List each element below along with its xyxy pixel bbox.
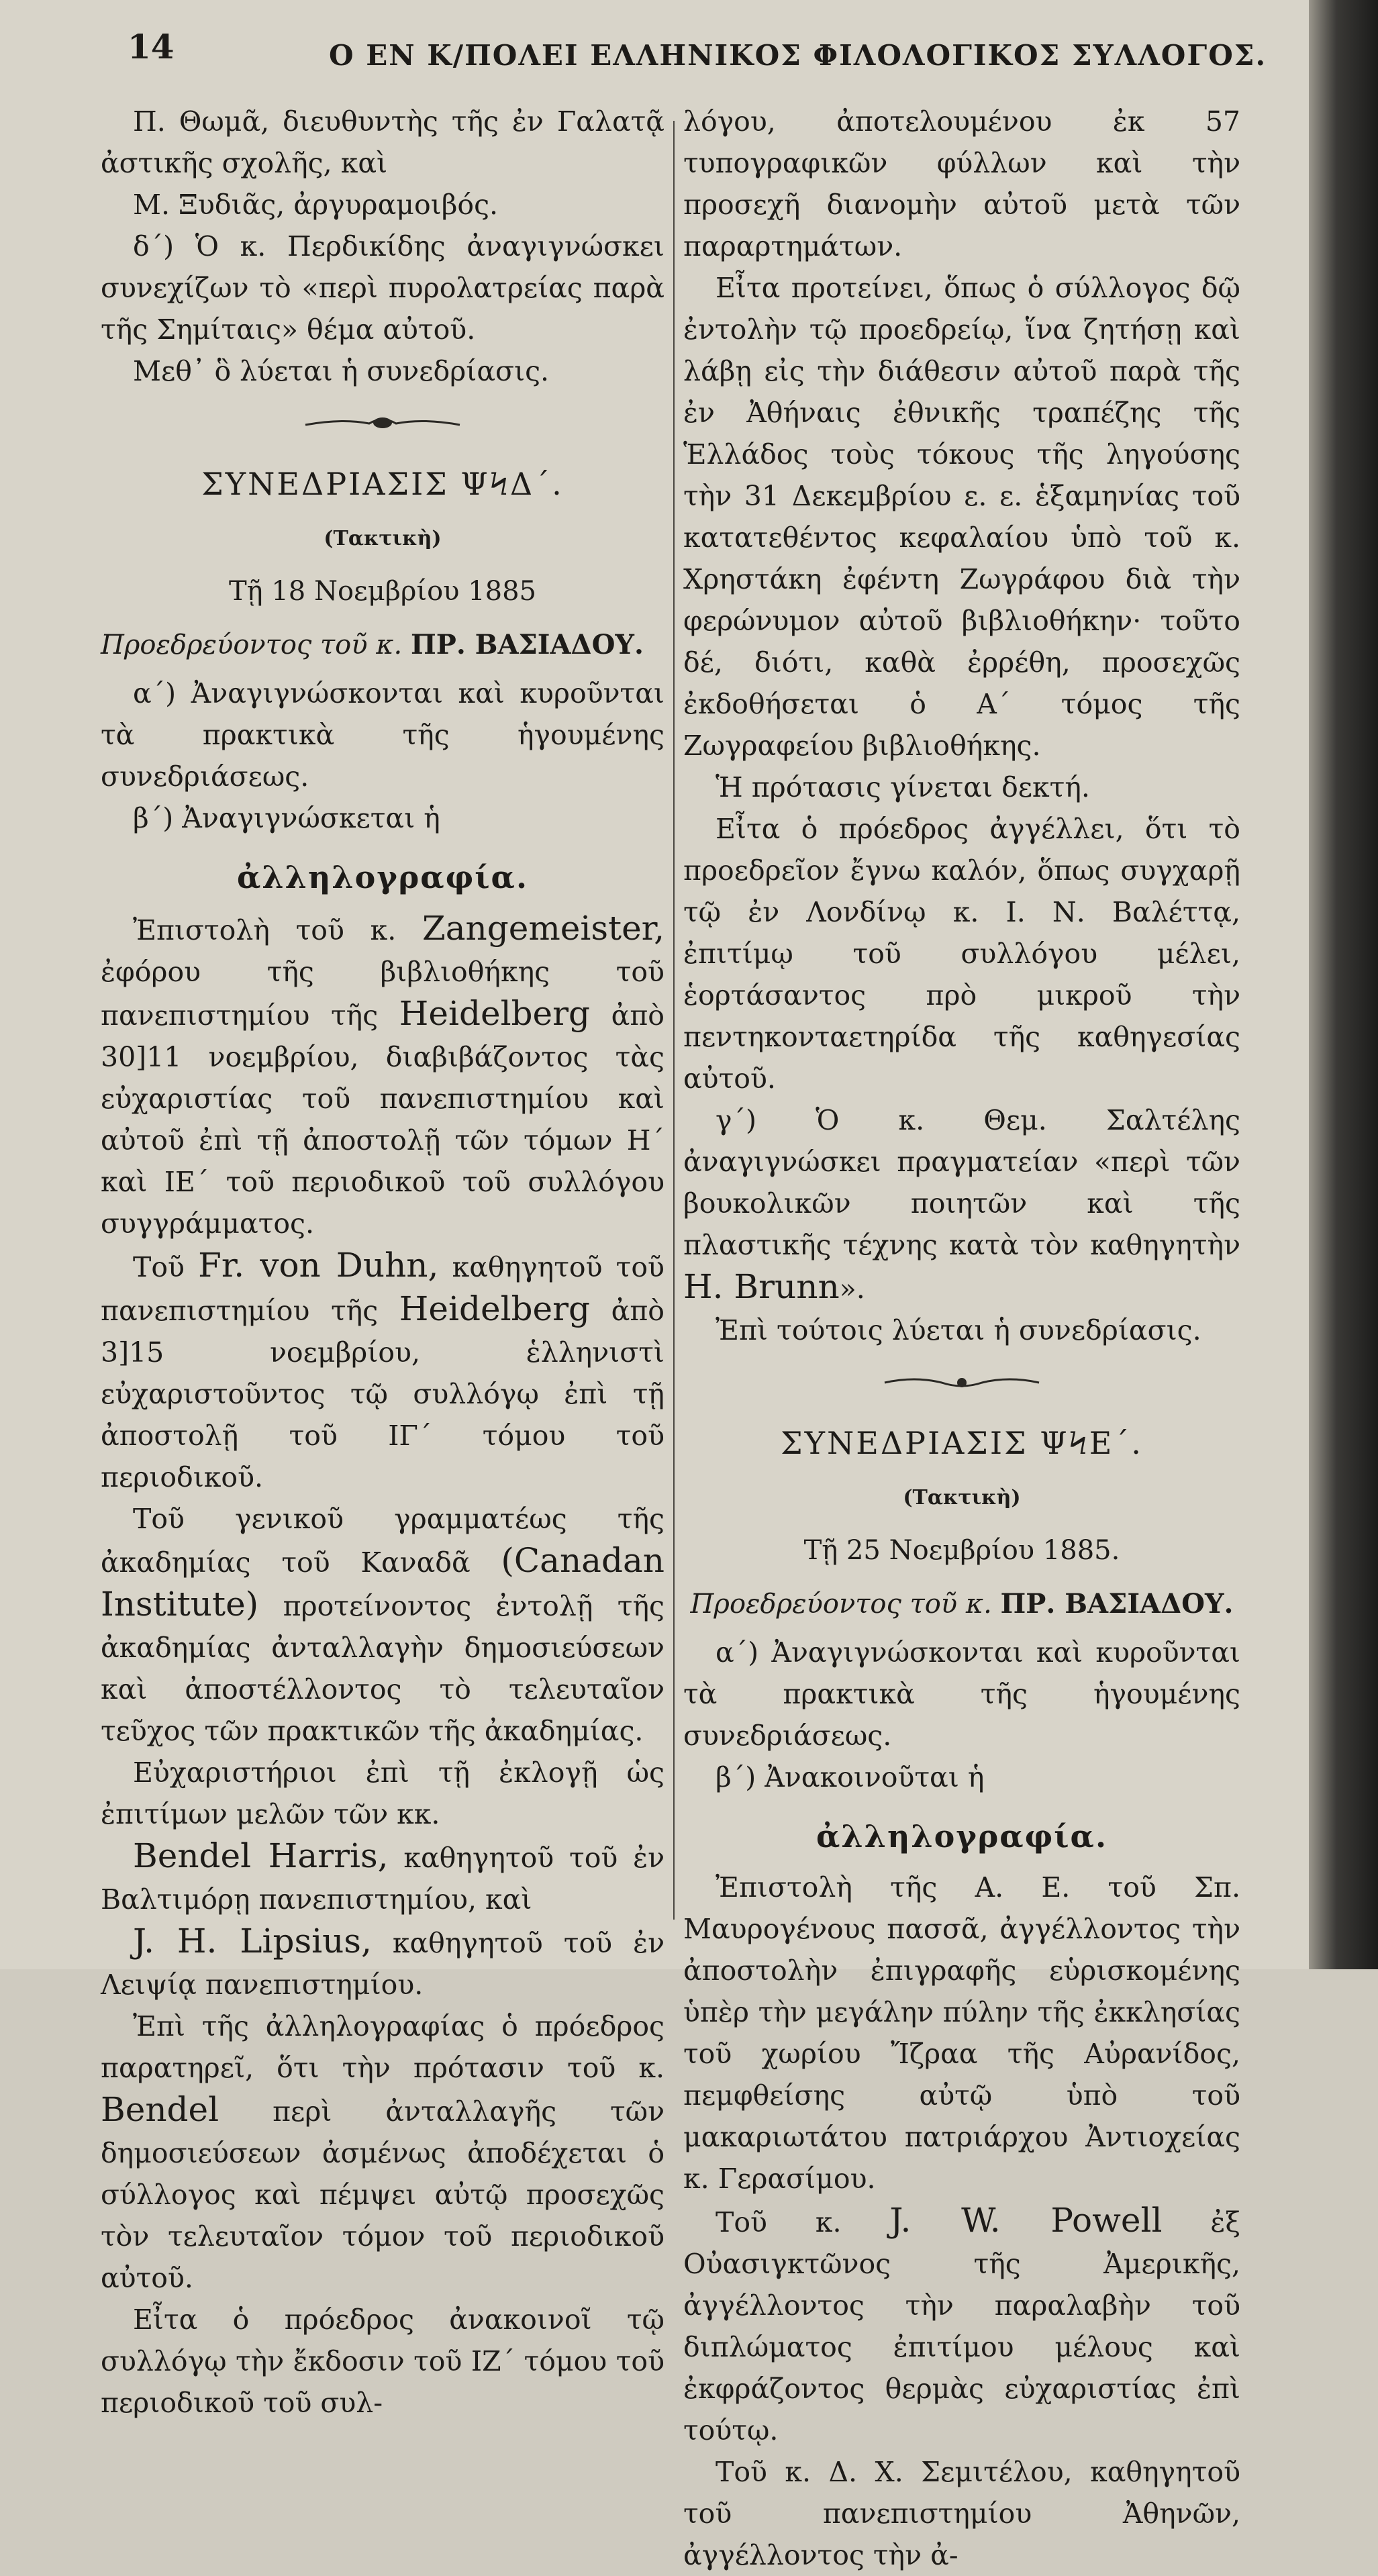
- presiding-line: [683, 1583, 1240, 1625]
- agenda-item: α΄) Ἀναγιγνώσκονται καὶ κυροῦνται τὰ πρακτικὰ τῆς ἡγουμένης συνεδριάσεως.: [101, 677, 665, 793]
- text-run: ἐφόρου τῆς βιβλιοθήκης τοῦ πανεπιστημίου τῆς: [101, 956, 665, 1032]
- president-name: ΠΡ. ΒΑΣΙΑΔΟΥ.: [1000, 1588, 1234, 1620]
- letter-entry: [101, 907, 665, 1244]
- session-type: (Τακτικὴ): [903, 1486, 1021, 1509]
- person-name: Zangemeister,: [422, 909, 665, 948]
- paragraph: δ΄) Ὁ κ. Περδικίδης ἀναγιγνώσκει συνεχίζων τὸ «περὶ πυρολατρείας παρὰ τῆς Σημίταις» θέμα αὐτοῦ.: [101, 230, 665, 346]
- text-run: Τοῦ: [133, 1251, 185, 1283]
- person-name: J. W. Powell: [889, 2201, 1163, 2240]
- text-run: περὶ ἀνταλλαγῆς τῶν δημοσιεύσεων ἀσμένως ἀποδέχεται ὁ σύλλογος καὶ πέμψει αὐτῷ προσεχῶς τὸν τελευταῖον τόμον τοῦ περιοδικοῦ αὐτοῦ.: [101, 2095, 665, 2294]
- place-name: Heidelberg: [399, 994, 591, 1033]
- ornament-divider: [101, 409, 665, 436]
- letter-entry: [683, 2199, 1240, 2451]
- person-name: Fr. von Duhn,: [198, 1246, 439, 1285]
- letter-entry: [101, 1244, 665, 1498]
- text-run: ἀπὸ 3]15 νοεμβρίου, ἑλληνιστὶ εὐχαριστοῦντος τῷ συλλόγῳ ἐπὶ τῇ ἀποστολῇ τοῦ ΙΓ΄ τόμου τοῦ περιοδικοῦ.: [101, 1295, 665, 1493]
- person-name: Bendel: [101, 2090, 219, 2129]
- text-run: ἐξ Οὐασιγκτῶνος τῆς Ἀμερικῆς, ἀγγέλλοντος τὴν παραλαβὴν τοῦ διπλώματος ἐπιτίμου μέλους καὶ ἐκφράζοντος θερμὰς εὐχαριστίας ἐπὶ τούτῳ.: [683, 2206, 1240, 2446]
- text-run: καθηγητοῦ τοῦ ἐν Λειψίᾳ πανεπιστημίου.: [101, 1927, 665, 2001]
- paragraph: Ἐπὶ τούτοις λύεται ἡ συνεδρίασις.: [716, 1314, 1201, 1346]
- session-title: ΣΥΝΕΔΡΙΑΣΙΣ ΨϞΔ΄.: [201, 466, 564, 502]
- session-title: ΣΥΝΕΔΡΙΑΣΙΣ ΨϞΕ΄.: [781, 1425, 1143, 1461]
- paragraph: Μ. Ξυδιᾶς, ἀργυραμοιβός.: [133, 189, 499, 221]
- presiding-line: [101, 624, 665, 666]
- agenda-item: α΄) Ἀναγιγνώσκονται καὶ κυροῦνται τὰ πρακτικὰ τῆς ἡγουμένης συνεδριάσεως.: [683, 1636, 1240, 1752]
- column-rule: [673, 121, 675, 1920]
- paragraph: Π. Θωμᾶ, διευθυντὴς τῆς ἐν Γαλατᾷ ἀστικῆς σχολῆς, καὶ: [101, 105, 665, 179]
- letter-entry: Τοῦ κ. Δ. Χ. Σεμιτέλου, καθηγητοῦ τοῦ πανεπιστημίου Ἀθηνῶν, ἀγγέλλοντος τὴν ἀ-: [683, 2456, 1240, 2571]
- person-name: J. H. Lipsius,: [133, 1922, 372, 1961]
- agenda-item: β΄) Ἀναγιγνώσκεται ἡ: [133, 802, 440, 834]
- left-column: [101, 101, 665, 2419]
- paragraph: Εἶτα προτείνει, ὅπως ὁ σύλλογος δῷ ἐντολὴν τῷ προεδρείῳ, ἵνα ζητήσῃ καὶ λάβῃ εἰς τὴν διάθεσιν αὐτοῦ παρὰ τῆς ἐν Ἀθήναις ἐθνικῆς τραπέζης τῆς Ἑλλάδος τοὺς τόκους τῆς ληγούσης τὴν 31 Δεκεμβρίου ε. ε. ἑξαμηνίας τοῦ κατατεθέντος κεφαλαίου ὑπὸ τοῦ κ. Χρηστάκη ἐφέντη Ζωγράφου διὰ τὴν φερώνυμον αὐτοῦ βιβλιοθήκην· τοῦτο δέ, διότι, καθὰ ἐρρέθη, προσεχῶς ἐκδοθήσεται ὁ Α΄ τόμος τῆς Ζωγραφείου βιβλιοθήκης.: [683, 272, 1240, 762]
- letter-entry: Εὐχαριστήριοι ἐπὶ τῇ ἐκλογῇ ὡς ἐπιτίμων μελῶν τῶν κκ.: [101, 1756, 665, 1830]
- text-run: Ἐπὶ τῆς ἀλληλογραφίας ὁ πρόεδρος παρατηρεῖ, ὅτι τὴν πρότασιν τοῦ κ.: [101, 2010, 665, 2084]
- agenda-item: β΄) Ἀνακοινοῦται ἡ: [716, 1761, 985, 1793]
- paragraph: Ἡ πρότασις γίνεται δεκτή.: [716, 771, 1090, 803]
- running-title: Ο ΕΝ Κ/ΠΟΛΕΙ ΕΛΛΗΝΙΚΟΣ ΦΙΛΟΛΟΓΙΚΟΣ ΣΥΛΛΟΓΟΣ.: [329, 39, 1267, 72]
- page-number: 14: [128, 27, 175, 66]
- session-type: (Τακτικὴ): [324, 527, 442, 550]
- section-heading: ἀλληλογραφία.: [237, 859, 528, 895]
- letter-entry: [101, 1498, 665, 1752]
- paragraph: λόγου, ἀποτελουμένου ἐκ 57 τυπογραφικῶν φύλλων καὶ τὴν προσεχῆ διανομὴν αὐτοῦ μετὰ τῶν παραρτημάτων.: [683, 105, 1240, 262]
- text-run: καθηγητοῦ τοῦ ἐν Βαλτιμόρῃ πανεπιστημίου, καὶ: [101, 1842, 665, 1916]
- paragraph: Εἶτα ὁ πρόεδρος ἀγγέλλει, ὅτι τὸ προεδρεῖον ἔγνω καλόν, ὅπως συγχαρῇ τῷ ἐν Λονδίνῳ κ. Ι. Ν. Βαλέττᾳ, ἐπιτίμῳ τοῦ συλλόγου μέλει, ἑορτάσαντος πρὸ μικροῦ τὴν πεντηκονταετηρίδα τῆς καθηγεσίας αὐτοῦ.: [683, 813, 1240, 1095]
- right-column: [683, 101, 1240, 2571]
- text-run: ».: [839, 1273, 865, 1305]
- text-run: Τοῦ γενικοῦ γραμματέως τῆς ἀκαδημίας τοῦ Καναδᾶ: [101, 1503, 665, 1579]
- session-date: Τῇ 18 Νοεμβρίου 1885: [228, 576, 536, 607]
- letter-entry: Ἐπιστολὴ τῆς Α. Ε. τοῦ Σπ. Μαυρογένους πασσᾶ, ἀγγέλλοντος τὴν ἀποστολὴν ἐπιγραφῆς εὑρισκομένης ὑπὲρ τὴν μεγάλην πύλην τῆς ἐκκλησίας τοῦ χωρίου Ἴζραα τῆς Αὐρανίδος, πεμφθείσης αὐτῷ ὑπὸ τοῦ μακαριωτάτου πατριάρχου Ἀντιοχείας κ. Γερασίμου.: [683, 1871, 1240, 2195]
- text-run: Ἐπιστολὴ τοῦ κ.: [133, 914, 397, 946]
- institution-name: (Canadan Institute): [101, 1541, 665, 1624]
- president-name: ΠΡ. ΒΑΣΙΑΔΟΥ.: [410, 629, 644, 660]
- person-name: H. Brunn: [683, 1267, 840, 1306]
- section-heading: ἀλληλογραφία.: [816, 1818, 1108, 1854]
- paragraph: Μεθ᾽ ὃ λύεται ἡ συνεδρίασις.: [133, 355, 550, 387]
- paragraph: [101, 2005, 665, 2299]
- person-name: Bendel Harris,: [133, 1836, 389, 1875]
- letter-entry: [101, 1920, 665, 2005]
- page-header: [128, 27, 1267, 87]
- letter-entry: [101, 1835, 665, 1920]
- paragraph: Εἶτα ὁ πρόεδρος ἀνακοινοῖ τῷ συλλόγῳ τὴν ἔκδοσιν τοῦ ΙΖ΄ τόμου τοῦ περιοδικοῦ τοῦ συλ-: [101, 2303, 665, 2419]
- text-run: ἀπὸ 30]11 νοεμβρίου, διαβιβάζοντος τὰς εὐχαριστίας τοῦ πανεπιστημίου καὶ αὐτοῦ ἐπὶ τῇ ἀποστολῇ τῶν τόμων Η΄ καὶ ΙΕ΄ τοῦ περιοδικοῦ τοῦ συλλόγου συγγράμματος.: [101, 999, 665, 1240]
- text-run: γ΄) Ὁ κ. Θεμ. Σαλτέλης ἀναγιγνώσκει πραγματείαν «περὶ τῶν βουκολικῶν ποιητῶν καὶ τῆς πλαστικῆς τέχνης κατὰ τὸν καθηγητὴν: [683, 1104, 1240, 1261]
- presiding-prefix: Προεδρεύοντος τοῦ κ.: [690, 1589, 992, 1620]
- paragraph: [683, 1099, 1240, 1309]
- text-run: προτείνοντος ἐντολῇ τῆς ἀκαδημίας ἀνταλλαγὴν δημοσιεύσεων καὶ ἀποστέλλοντος τὸ τελευταῖον τεῦχος τῶν πρακτικῶν τῆς ἀκαδημίας.: [101, 1590, 665, 1747]
- ornament-divider: [683, 1369, 1240, 1395]
- session-date: Τῇ 25 Νοεμβρίου 1885.: [803, 1535, 1120, 1566]
- book-spine-shadow: [1309, 0, 1378, 1969]
- text-run: καθηγητοῦ τοῦ πανεπιστημίου τῆς: [101, 1251, 665, 1327]
- presiding-prefix: Προεδρεύοντος τοῦ κ.: [101, 630, 403, 660]
- place-name: Heidelberg: [399, 1289, 591, 1328]
- text-run: Τοῦ κ.: [716, 2206, 842, 2238]
